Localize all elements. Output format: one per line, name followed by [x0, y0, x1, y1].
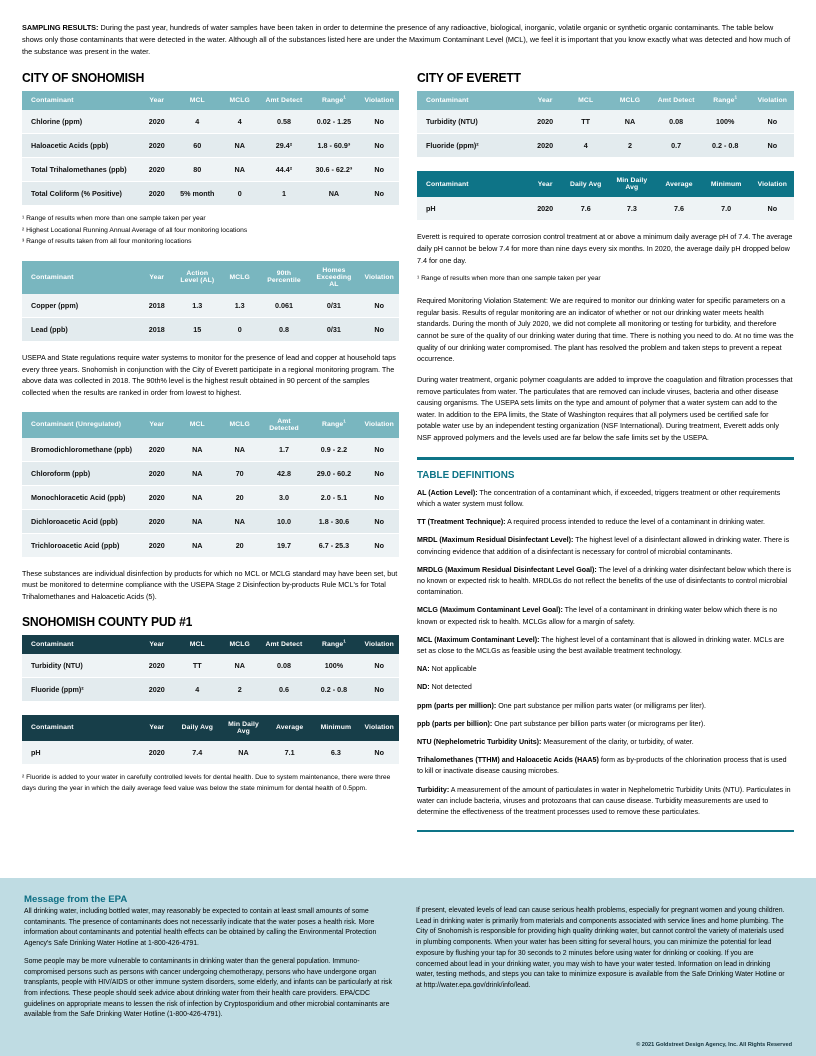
definition-item [417, 535, 794, 557]
col-year: Year [139, 412, 175, 438]
cell-contaminant: Bromodichloromethane (ppb) [22, 438, 139, 462]
definition-item [417, 785, 794, 819]
col-minimum: Minimum [312, 715, 359, 741]
definitions-list [417, 488, 794, 818]
cell-mclg: 2 [220, 677, 260, 701]
cell-daily-avg: 7.6 [564, 197, 607, 221]
definition-item [417, 488, 794, 510]
cell-mclg: 4 [220, 110, 260, 134]
cell-range: 29.0 - 60.2 [308, 461, 359, 485]
table-row [22, 158, 399, 182]
col-year: Year [526, 171, 564, 197]
cell-amt: 0.58 [259, 110, 308, 134]
definition-item [417, 755, 794, 777]
col-range: Range$^1$ [308, 635, 359, 654]
cell-mcl: 4 [564, 134, 607, 158]
lead-copper-table [22, 261, 399, 342]
cell-violation: No [359, 461, 399, 485]
cell-amt: 3.0 [259, 485, 308, 509]
definition-item [417, 635, 794, 657]
epa-right-column [416, 894, 786, 1028]
col-violation: Violation [751, 91, 794, 110]
table-row [22, 654, 399, 678]
cell-range: 30.6 - 62.2³ [308, 158, 359, 182]
cell-homes: 0/31 [308, 294, 359, 318]
footnote-3: ³ Range of results taken from all four monitoring locations [22, 238, 192, 246]
table-row [417, 110, 794, 134]
definition-text: The highest level of a contaminant that is allowed in drinking water. MCLs are set as close to the MCLGs as feasible using the best available treatment technology. [417, 635, 785, 656]
definition-item [417, 664, 794, 675]
snohomish-county-pud-heading: SNOHOMISH COUNTY PUD #1 [22, 613, 193, 629]
cell-mclg: NA [220, 654, 260, 678]
table-header-row [22, 715, 399, 741]
cell-mclg: 0 [220, 317, 260, 341]
cell-year: 2020 [139, 110, 175, 134]
copyright-notice: © 2021 Goldstreet Design Agency, Inc. All Rights Reserved [636, 1042, 792, 1048]
col-mcl: MCL [175, 635, 220, 654]
cell-amt: 0.08 [653, 110, 700, 134]
definition-item [417, 682, 794, 693]
cell-range: 6.7 - 25.3 [308, 533, 359, 557]
cell-90th: 0.8 [259, 317, 308, 341]
cell-mcl: NA [175, 438, 220, 462]
cell-violation: No [359, 158, 399, 182]
cell-mcl: TT [564, 110, 607, 134]
table-row [22, 485, 399, 509]
required-monitoring-paragraph: Required Monitoring Violation Statement: We are required to monitor our drinking water for specific parameters on a regular basis. Results of regular monitoring are an indicator of whether or not our drinking water meets health standards. During the month of July 2020, we did not complete all monitoring or testing for turbidity, and therefore cannot be sure of the quality of our drinking water during that time. There is nothing you need to do. At no time was the quality of our drinking water compromised. The plant has resolved the problem and taken steps to prevent a repeat occurrence. [417, 295, 794, 364]
sampling-results-intro [22, 22, 794, 57]
disinfection-byproducts-paragraph: These substances are individual disinfection by products for which no MCL or MCLG standard may have been set, but must be monitored to determine compliance with the USEPA Stage 2 Disinfection by-products Rule MCL's for Total Trihalomethanes and Haloacetic Acids (5). [22, 568, 398, 601]
cell-range: 100% [308, 654, 359, 678]
cell-violation: No [751, 110, 794, 134]
right-column [417, 70, 794, 832]
col-min-daily-avg: Min Daily Avg [220, 715, 267, 741]
cell-mcl: NA [175, 533, 220, 557]
definition-item [417, 737, 794, 748]
table-row [22, 438, 399, 462]
cell-contaminant: Dichloroacetic Acid (ppb) [22, 509, 139, 533]
cell-range: 2.0 - 5.1 [308, 485, 359, 509]
cell-violation: No [751, 134, 794, 158]
cell-violation: No [359, 317, 399, 341]
col-year: Year [139, 715, 175, 741]
cell-mclg: 1.3 [220, 294, 260, 318]
cell-average: 7.6 [656, 197, 701, 221]
definition-item [417, 701, 794, 712]
two-column-body [22, 70, 794, 832]
cell-mclg: 20 [220, 485, 260, 509]
cell-amt: 42.8 [259, 461, 308, 485]
col-contaminant: Contaminant [22, 91, 139, 110]
col-year: Year [139, 261, 175, 294]
cell-violation: No [359, 677, 399, 701]
definition-text: Not applicable [429, 665, 477, 674]
definition-term: ND: [417, 683, 430, 692]
col-range: Range$^1$ [308, 412, 359, 438]
col-average: Average [267, 715, 312, 741]
col-mcl: MCL [175, 412, 220, 438]
col-action-level: Action Level (AL) [175, 261, 220, 294]
cell-min-daily-avg: NA [220, 741, 267, 765]
cell-violation: No [359, 741, 399, 765]
definition-item [417, 719, 794, 730]
cell-mcl: NA [175, 461, 220, 485]
usepa-paragraph: USEPA and State regulations require water systems to monitor for the presence of lead and copper at household taps every three years. Snohomish in conjunction with the City of Everett participate in a regional monitoring program. The above data was collected in 2018. The 90th% level is the highest result obtained in 90 percent of the samples collected when the results are ranked in order from lowest to highest. [22, 352, 396, 397]
cell-contaminant: Lead (ppb) [22, 317, 139, 341]
cell-contaminant: Chloroform (ppb) [22, 461, 139, 485]
cell-amt: 44.4² [259, 158, 308, 182]
cell-minimum: 7.0 [702, 197, 751, 221]
cell-al: 1.3 [175, 294, 220, 318]
definition-item [417, 517, 794, 528]
definitions-bottom-divider [417, 830, 794, 832]
cell-year: 2020 [139, 158, 175, 182]
city-of-everett-heading: CITY OF EVERETT [417, 70, 521, 86]
cell-90th: 0.061 [259, 294, 308, 318]
col-minimum: Minimum [702, 171, 751, 197]
cell-violation: No [359, 134, 399, 158]
cell-mclg: NA [607, 110, 652, 134]
definition-term: MRDL (Maximum Residual Disinfectant Level): [417, 536, 574, 545]
cell-contaminant: pH [22, 741, 139, 765]
table-definitions-heading: TABLE DEFINITIONS [417, 468, 515, 481]
table-row [22, 110, 399, 134]
col-violation: Violation [359, 412, 399, 438]
table-row [22, 294, 399, 318]
cell-amt: 0.08 [259, 654, 308, 678]
col-amt-detect: Amt Detect [653, 91, 700, 110]
table-row [22, 461, 399, 485]
cell-contaminant: Fluoride (ppm)² [22, 677, 139, 701]
cell-mcl: TT [175, 654, 220, 678]
cell-year: 2020 [139, 182, 175, 206]
cell-mclg: 20 [220, 533, 260, 557]
epa-message-panel [0, 878, 816, 1056]
col-violation: Violation [359, 261, 399, 294]
cell-amt: 19.7 [259, 533, 308, 557]
cell-year: 2020 [139, 533, 175, 557]
everett-contaminants-table [417, 91, 794, 158]
pud-ph-table [22, 715, 399, 765]
cell-mcl: 4 [175, 110, 220, 134]
col-daily-avg: Daily Avg [564, 171, 607, 197]
col-range: Range$^1$ [700, 91, 751, 110]
col-daily-avg: Daily Avg [175, 715, 220, 741]
snohomish-contaminants-table [22, 91, 399, 206]
cell-violation: No [359, 110, 399, 134]
table-header-row [417, 91, 794, 110]
cell-mcl: NA [175, 509, 220, 533]
col-year: Year [139, 91, 175, 110]
cell-contaminant: Chlorine (ppm) [22, 110, 139, 134]
col-contaminant: Contaminant [417, 171, 526, 197]
definition-text: One part substance per billion parts water (or micrograms per liter). [492, 719, 706, 728]
cell-violation: No [359, 509, 399, 533]
table-row [22, 677, 399, 701]
cell-mclg: NA [220, 509, 260, 533]
cell-range: 0.2 - 0.8 [308, 677, 359, 701]
definition-term: AL (Action Level): [417, 488, 478, 497]
definition-item [417, 565, 794, 599]
col-homes-exceeding-al: Homes Exceeding AL [308, 261, 359, 294]
table-header-row [417, 171, 794, 197]
cell-year: 2020 [139, 461, 175, 485]
col-contaminant: Contaminant [22, 261, 139, 294]
cell-range: 0.2 - 0.8 [700, 134, 751, 158]
cell-violation: No [359, 182, 399, 206]
cell-contaminant: Total Trihalomethanes (ppb) [22, 158, 139, 182]
table-header-row [22, 91, 399, 110]
col-mclg: MCLG [220, 635, 260, 654]
cell-mcl: 60 [175, 134, 220, 158]
col-violation: Violation [359, 91, 399, 110]
epa-lead-paragraph: If present, elevated levels of lead can cause serious health problems, especially for pregnant women and young children. Lead in drinking water is primarily from materials and components associated with service lines and home plumbing. The City of Snohomish is responsible for providing high quality drinking water, but cannot control the variety of materials used in plumbing components. When your water has been sitting for several hours, you can minimize the potential for lead exposure by flushing your tap for 30 seconds to 2 minutes before using water for drinking or cooking. If you are concerned about lead in your drinking water, you may wish to have your water tested. Information on lead in drinking water, testing methods, and steps you can take to minimize exposure is available from the Safe Drinking Water Hotline or at http://water.epa.gov/drink/info/lead. [416, 907, 785, 989]
cell-amt: 0.6 [259, 677, 308, 701]
table-row [22, 741, 399, 765]
cell-contaminant: Monochloracetic Acid (ppb) [22, 485, 139, 509]
cell-contaminant: Turbidity (NTU) [417, 110, 526, 134]
table-header-row [22, 261, 399, 294]
cell-amt: 1 [259, 182, 308, 206]
definition-text: One part substance per million parts water (or milligrams per liter). [496, 701, 706, 710]
cell-year: 2020 [139, 654, 175, 678]
cell-contaminant: pH [417, 197, 526, 221]
epa-left-column [24, 894, 394, 1028]
col-min-daily-avg: Min Daily Avg [607, 171, 656, 197]
col-contaminant-unregulated: Contaminant (Unregulated) [22, 412, 139, 438]
cell-year: 2020 [139, 438, 175, 462]
cell-minimum: 6.3 [312, 741, 359, 765]
cell-year: 2020 [139, 677, 175, 701]
definition-text: The level of a drinking water disinfectant below which there is no known or expected risk to health. MRDLGs do not reflect the benefits of the use of disinfectants to control microbial contamination. [417, 565, 792, 597]
cell-violation: No [359, 438, 399, 462]
epa-paragraph-2: Some people may be more vulnerable to contaminants in drinking water than the general population. Immuno-compromised persons such as persons with cancer undergoing chemotherapy, persons who have undergone organ transplants, people with HIV/AIDS or other immune system disorders, some elderly, and infants can be particularly at risk from infections. These people should seek advice about drinking water from their health care providers. EPA/CDC guidelines on appropriate means to lessen the risk of infection by Cryptosporidium and other microbial contaminants are available from the Safe Drinking Water Hotline (1-800-426-4791). [24, 957, 392, 1019]
cell-year: 2018 [139, 317, 175, 341]
definition-term: Trihalomethanes (TTHM) and Haloacetic Acids (HAA5) [417, 756, 599, 765]
col-mcl: MCL [564, 91, 607, 110]
cell-range: NA [308, 182, 359, 206]
cell-contaminant: Haloacetic Acids (ppb) [22, 134, 139, 158]
definition-text: form as by-products of the chlorination process that is used to kill or inactivate disease causing microbes. [417, 756, 787, 776]
col-90th-percentile: 90th Percentile [259, 261, 308, 294]
cell-mclg: NA [220, 134, 260, 158]
definition-text: Not detected [429, 683, 472, 692]
footnote-2: ² Highest Locational Running Annual Average of all four monitoring locations [22, 226, 248, 234]
sampling-results-text: During the past year, hundreds of water samples have been taken in order to determine the presence of any radioactive, biological, inorganic, volatile organic or synthetic organic contaminants. The table below shows only those contaminants that were detected in the water. Although all of the substances listed here are under the Maximum Contaminant Level (MCL), we feel it is important that you know exactly what was detected and how much of the substance was present in the water. [22, 23, 791, 56]
col-contaminant: Contaminant [22, 715, 139, 741]
footnote-1: ¹ Range of results when more than one sample taken per year [22, 215, 206, 223]
table-header-row [22, 635, 399, 654]
col-amt-detected: Amt Detected [259, 412, 308, 438]
col-mclg: MCLG [220, 91, 260, 110]
polymer-treatment-paragraph: During water treatment, organic polymer coagulants are added to improve the coagulation and filtration processes that remove particulates from water. The particulates that are removed can include viruses, bacteria and other disease causing organisms. The USEPA sets limits on the type and amount of polymer that a water system can add to the water. In addition to the EPA limits, the State of Washington requires that all polymers used be certified safe for potable water use by an independent testing organization (NSF International). During treatment, Everett adds only NSF approved polymers and the levels used are far below the safe limits set by the USEPA. [417, 374, 793, 443]
col-mclg: MCLG [220, 412, 260, 438]
definition-text: Measurement of the clarity, or turbidity, of water. [541, 738, 694, 747]
definition-term: TT (Treatment Technique): [417, 518, 506, 527]
cell-amt: 0.7 [653, 134, 700, 158]
col-amt-detect: Amt Detect [259, 91, 308, 110]
col-year: Year [139, 635, 175, 654]
fluoride-footnote: ² Fluoride is added to your water in carefully controlled levels for dental health. Due to system maintenance, there were three days during the year in which the daily average feed value was below the state minimum for dental health of 0.5ppm. [22, 773, 391, 793]
epa-paragraph-1: All drinking water, including bottled water, may reasonably be expected to contain at least small amounts of some contaminants. The presence of contaminants does not necessarily indicate that the water poses a health risk. More information about contaminants and potential health effects can be obtained by calling the Environmental Protection Agency's Safe Drinking Water Hotline at 1-800-426-4791. [24, 908, 377, 948]
cell-violation: No [359, 654, 399, 678]
cell-violation: No [359, 294, 399, 318]
cell-contaminant: Trichloroacetic Acid (ppb) [22, 533, 139, 557]
cell-year: 2020 [526, 197, 564, 221]
col-contaminant: Contaminant [417, 91, 526, 110]
definition-text: The level of a contaminant in drinking water below which there is no known or expected risk to health. MCLGs allow for a margin of safety. [417, 606, 778, 626]
snohomish-footnotes [22, 213, 399, 248]
cell-mcl: NA [175, 485, 220, 509]
cell-mclg: 70 [220, 461, 260, 485]
definition-term: ppb (parts per billion): [417, 719, 493, 728]
cell-contaminant: Copper (ppm) [22, 294, 139, 318]
cell-contaminant: Total Coliform (% Positive) [22, 182, 139, 206]
definition-term: Turbidity: [417, 785, 450, 794]
cell-mclg: 2 [607, 134, 652, 158]
pud-contaminants-table [22, 635, 399, 702]
cell-mclg: NA [220, 438, 260, 462]
cell-homes: 0/31 [308, 317, 359, 341]
col-violation: Violation [751, 171, 794, 197]
left-column [22, 70, 399, 832]
table-row [22, 509, 399, 533]
cell-al: 15 [175, 317, 220, 341]
cell-year: 2020 [139, 741, 175, 765]
table-header-row [22, 412, 399, 438]
definition-text: The concentration of a contaminant which, if exceeded, triggers treatment or other requirements which a water system must follow. [417, 488, 781, 508]
col-mclg: MCLG [220, 261, 260, 294]
col-average: Average [656, 171, 701, 197]
table-row [417, 197, 794, 221]
col-year: Year [526, 91, 564, 110]
table-row [22, 134, 399, 158]
col-mclg: MCLG [607, 91, 652, 110]
cell-year: 2020 [526, 110, 564, 134]
definition-term: ppm (parts per million): [417, 701, 497, 710]
cell-mcl: 80 [175, 158, 220, 182]
definition-term: MRDLG (Maximum Residual Disinfectant Level Goal): [417, 565, 597, 574]
col-violation: Violation [359, 715, 399, 741]
everett-ph-table [417, 171, 794, 221]
cell-range: 0.02 - 1.25 [308, 110, 359, 134]
definition-item [417, 605, 794, 627]
col-range: Range$^1$ [308, 91, 359, 110]
everett-corrosion-paragraph: Everett is required to operate corrosion control treatment at or above a minimum daily average pH of 7.4. The average daily pH cannot be below 7.4 for more than nine days every six months. In 2020, the average daily pH dropped below 7.4 for one day. [417, 232, 793, 265]
cell-mcl: 5% month [175, 182, 220, 206]
cell-min-daily-avg: 7.3 [607, 197, 656, 221]
cell-range: 0.9 - 2.2 [308, 438, 359, 462]
cell-violation: No [751, 197, 794, 221]
city-of-snohomish-heading: CITY OF SNOHOMISH [22, 70, 145, 86]
table-row [22, 533, 399, 557]
cell-violation: No [359, 485, 399, 509]
cell-average: 7.1 [267, 741, 312, 765]
definition-text: A measurement of the amount of particulates in water in Nephelometric Turbidity Units (NTU). Particulates in water can include bacteria, viruses and protozoans that can cause disease. Turbidity measurements are used to determine the effectiveness of the treatment processes used to remove these particulates. [417, 785, 791, 817]
cell-year: 2020 [139, 509, 175, 533]
definition-term: NTU (Nephelometric Turbidity Units): [417, 738, 542, 747]
cell-amt: 1.7 [259, 438, 308, 462]
cell-year: 2020 [139, 134, 175, 158]
definition-text: A required process intended to reduce the level of a contaminant in drinking water. [505, 518, 766, 527]
cell-year: 2020 [526, 134, 564, 158]
col-contaminant: Contaminant [22, 635, 139, 654]
definition-term: MCLG (Maximum Contaminant Level Goal): [417, 606, 563, 615]
definition-term: MCL (Maximum Contaminant Level): [417, 635, 540, 644]
definitions-divider [417, 457, 794, 460]
sampling-results-label: SAMPLING RESULTS: [22, 23, 99, 32]
cell-range: 1.8 - 30.6 [308, 509, 359, 533]
unregulated-contaminants-table [22, 412, 399, 558]
cell-amt: 10.0 [259, 509, 308, 533]
col-amt-detect: Amt Detect [259, 635, 308, 654]
col-violation: Violation [359, 635, 399, 654]
cell-violation: No [359, 533, 399, 557]
cell-contaminant: Turbidity (NTU) [22, 654, 139, 678]
cell-daily-avg: 7.4 [175, 741, 220, 765]
cell-contaminant: Fluoride (ppm)² [417, 134, 526, 158]
cell-mclg: NA [220, 158, 260, 182]
table-row [22, 317, 399, 341]
col-mcl: MCL [175, 91, 220, 110]
epa-message-heading: Message from the EPA [24, 894, 128, 905]
definition-term: NA: [417, 665, 430, 674]
definition-text: The highest level of a disinfectant allowed in drinking water. There is convincing evidence that addition of a disinfectant is necessary for control of microbial contaminants. [417, 536, 790, 556]
table-row [22, 182, 399, 206]
cell-mclg: 0 [220, 182, 260, 206]
cell-year: 2018 [139, 294, 175, 318]
cell-year: 2020 [139, 485, 175, 509]
table-row [417, 134, 794, 158]
cell-range: 1.8 - 60.9³ [308, 134, 359, 158]
everett-range-footnote: ¹ Range of results when more than one sample taken per year [417, 275, 601, 283]
cell-mcl: 4 [175, 677, 220, 701]
cell-range: 100% [700, 110, 751, 134]
cell-amt: 29.4² [259, 134, 308, 158]
